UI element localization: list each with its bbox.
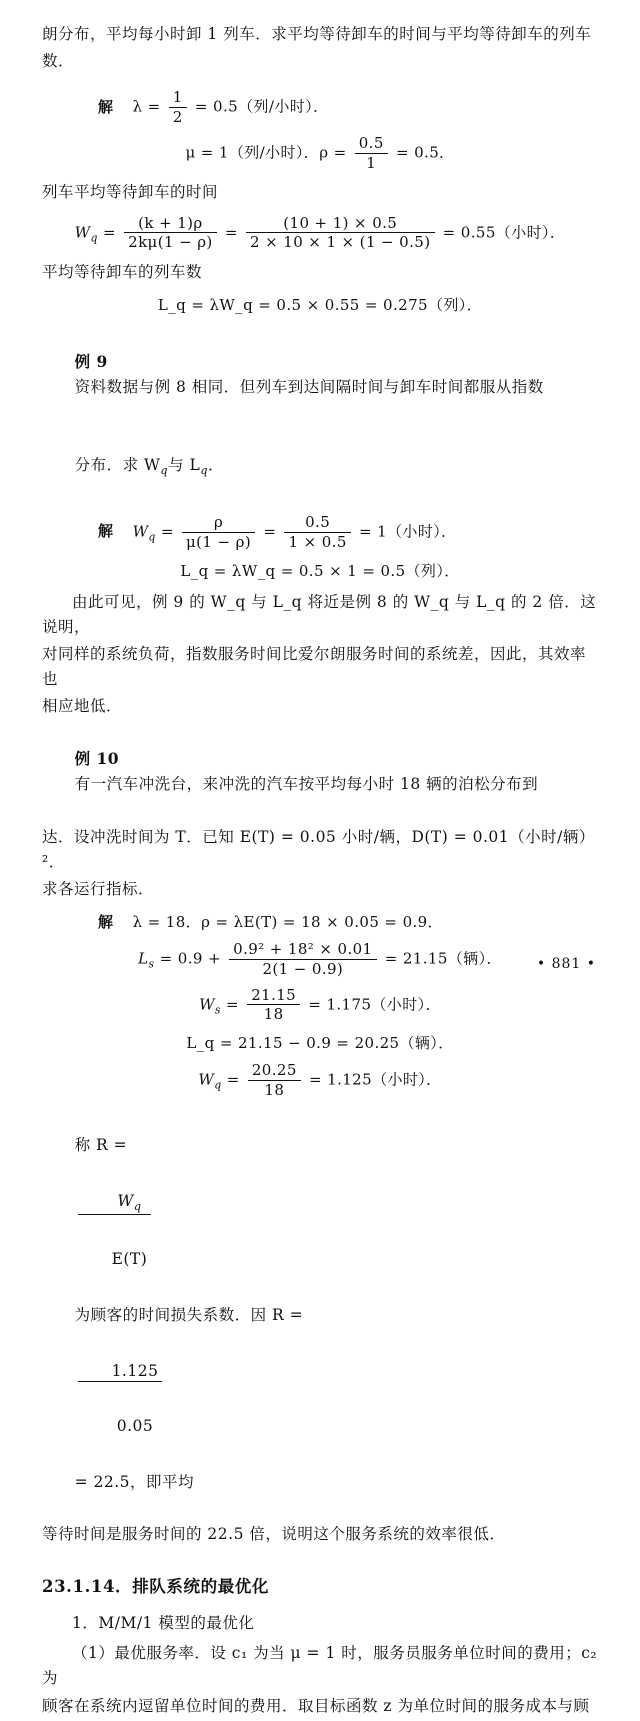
solution-label: 解 [98,912,114,931]
equation-part: = [226,994,240,1013]
fraction-denominator: μ(1 − ρ) [186,532,252,551]
equation-part: = 1.125（小时）． [308,1070,442,1089]
equation-lq-10: L_q = 21.15 − 0.9 = 20.25（辆）． [186,1034,454,1053]
fraction-numerator: 1 [169,89,187,108]
solution-label: 解 [98,97,114,116]
fraction-numerator: 0.5 [284,514,350,533]
equation-ws [42,987,598,1024]
equation-part: = 0.5． [395,143,455,162]
example-text: 资料数据与例 8 相同．但列车到达间隔时间与卸车时间都服从指数 [74,378,544,397]
equation-part: = [263,522,277,541]
equation-lambda [42,89,598,126]
paragraph-line: 列车平均等待卸车的时间 [42,183,219,202]
fraction [355,135,388,172]
subscript: q [200,463,208,477]
section-heading: 23.1.14．排队系统的最优化 [42,1577,269,1597]
equation-symbol: W [132,522,149,541]
fraction-numerator [78,1193,152,1216]
text-part: 称 R = [74,1135,128,1154]
fraction-denominator: 2 [172,108,183,127]
equation-symbol: W [74,222,91,241]
equation-part: = 0.5（列/小时）． [194,97,329,116]
fraction-numerator: 20.25 [248,1062,301,1081]
fraction-numerator: 0.9² + 18² × 0.01 [229,941,376,960]
subsection-heading: 1．M/M/1 模型的最优化 [72,1614,255,1633]
equation-subscript: s [148,957,155,971]
solution-label: 解 [98,522,114,541]
equation-part: = [160,522,174,541]
example-label: 例 10 [74,749,120,769]
paragraph-line: 等待时间是服务时间的 22.5 倍，说明这个服务系统的效率很低． [42,1525,506,1544]
equation-symbol: W [198,1070,215,1089]
equation-symbol: W [199,994,215,1013]
equation-mu-rho [42,135,598,172]
equation-wq-10 [42,1062,598,1099]
paragraph-line: 平均等待卸车的列车数 [42,263,203,282]
example-10 [42,721,598,822]
equation-part: = 1（小时）． [358,522,457,541]
text-part: = 22.5，即平均 [74,1473,194,1492]
equation-part: λ = 18．ρ = λE(T) = 18 × 0.05 = 0.9． [132,912,444,931]
example-text: 分布．求 W [74,455,161,474]
fraction [246,215,435,252]
example-text: 有一汽车冲洗台，来冲洗的汽车按平均每小时 18 辆的泊松分布到 [74,775,539,794]
fraction [78,1158,152,1303]
equation-subscript: q [90,230,98,244]
equation-lambda-rho [42,911,598,932]
equation-lq-exp: L_q = λW_q = 0.5 × 1 = 0.5（列）． [180,561,460,580]
fraction [284,514,350,551]
paragraph-line: 对同样的系统负荷，指数服务时间比爱尔朗服务时间的系统差，因此，其效率也 [42,644,587,688]
fraction-denominator: 1 [366,153,377,172]
paragraph-line: 达．设冲洗时间为 T．已知 E(T) = 0.05 小时/辆，D(T) = 0.01（小时/辆）²． [42,827,595,871]
equation-part: λ = [132,97,161,116]
paragraph-line: 求各运行指标． [42,879,155,898]
paragraph-line: 由此可见，例 9 的 W_q 与 L_q 将近是例 8 的 W_q 与 L_q 的 2 倍．这说明， [42,592,597,636]
equation-part: = 0.9 + [159,949,221,968]
equation-part: = [224,222,238,241]
example-text: ． [207,455,224,474]
fraction-denominator: 1 × 0.5 [288,532,347,551]
text-part: 为顾客的时间损失系数．因 R = [74,1306,304,1325]
fraction-numerator: 0.5 [355,135,388,154]
page-content [42,22,603,1721]
fraction [248,1062,301,1099]
fraction-numerator: 1.125 [78,1363,163,1382]
fraction-denominator: 2(1 − 0.9) [262,959,344,978]
fraction-numerator: ρ [182,514,255,533]
equation-wq-exp [42,514,598,551]
symbol: W [117,1191,134,1210]
paragraph-line: 朗分布，平均每小时卸 1 列车．求平均等待卸车的时间与平均等待卸车的列车 [42,25,592,43]
fraction [182,514,255,551]
example-9-line2 [42,428,598,505]
equation-part: μ = 1（列/小时）．ρ = [185,143,347,162]
equation-ls [42,941,598,978]
example-9 [42,324,598,425]
paragraph-line: （1）最优服务率．设 c₁ 为当 μ = 1 时，服务员服务单位时间的费用；c₂ 为 [42,1644,603,1688]
equation-part: = [226,1070,240,1089]
equation-subscript: s [214,1002,221,1016]
page-number: • 881 • [536,956,596,972]
fraction [247,987,300,1024]
equation-part: = 21.15（辆）． [384,949,502,968]
example-text: 与 L [168,455,201,474]
paragraph-line: 数． [42,52,75,71]
equation-part: = 1.175（小时）． [308,994,441,1013]
equation-subscript: q [148,530,156,544]
fraction [124,215,217,252]
fraction-numerator: (k + 1)ρ [124,215,217,234]
equation-symbol: L [138,949,149,968]
fraction-denominator: E(T) [111,1249,148,1268]
fraction [229,941,376,978]
equation-wq-erlang [42,215,598,252]
subscript: q [133,1199,142,1213]
fraction-numerator: 21.15 [247,987,300,1006]
fraction-denominator: 2kμ(1 − ρ) [128,233,213,252]
fraction-denominator: 2 × 10 × 1 × (1 − 0.5) [250,233,431,252]
fraction [169,89,187,126]
equation-lq-erlang: L_q = λW_q = 0.5 × 0.55 = 0.275（列）． [157,296,483,315]
fraction-denominator: 18 [264,1080,285,1099]
paragraph-line: 相应地低． [42,697,123,716]
example-label: 例 9 [74,352,108,372]
fraction-denominator: 18 [263,1005,284,1024]
fraction-denominator: 0.05 [116,1416,154,1435]
subscript: q [160,463,169,477]
fraction [78,1328,163,1470]
fraction-numerator: (10 + 1) × 0.5 [246,215,435,234]
equation-part: = [102,222,116,241]
equation-subscript: q [214,1078,222,1092]
equation-part: = 0.55（小时）． [442,222,566,241]
ratio-definition-line [42,1108,598,1521]
paragraph-line: 顾客在系统内逗留单位时间的费用．取目标函数 z 为单位时间的服务成本与顾 [42,1696,590,1715]
